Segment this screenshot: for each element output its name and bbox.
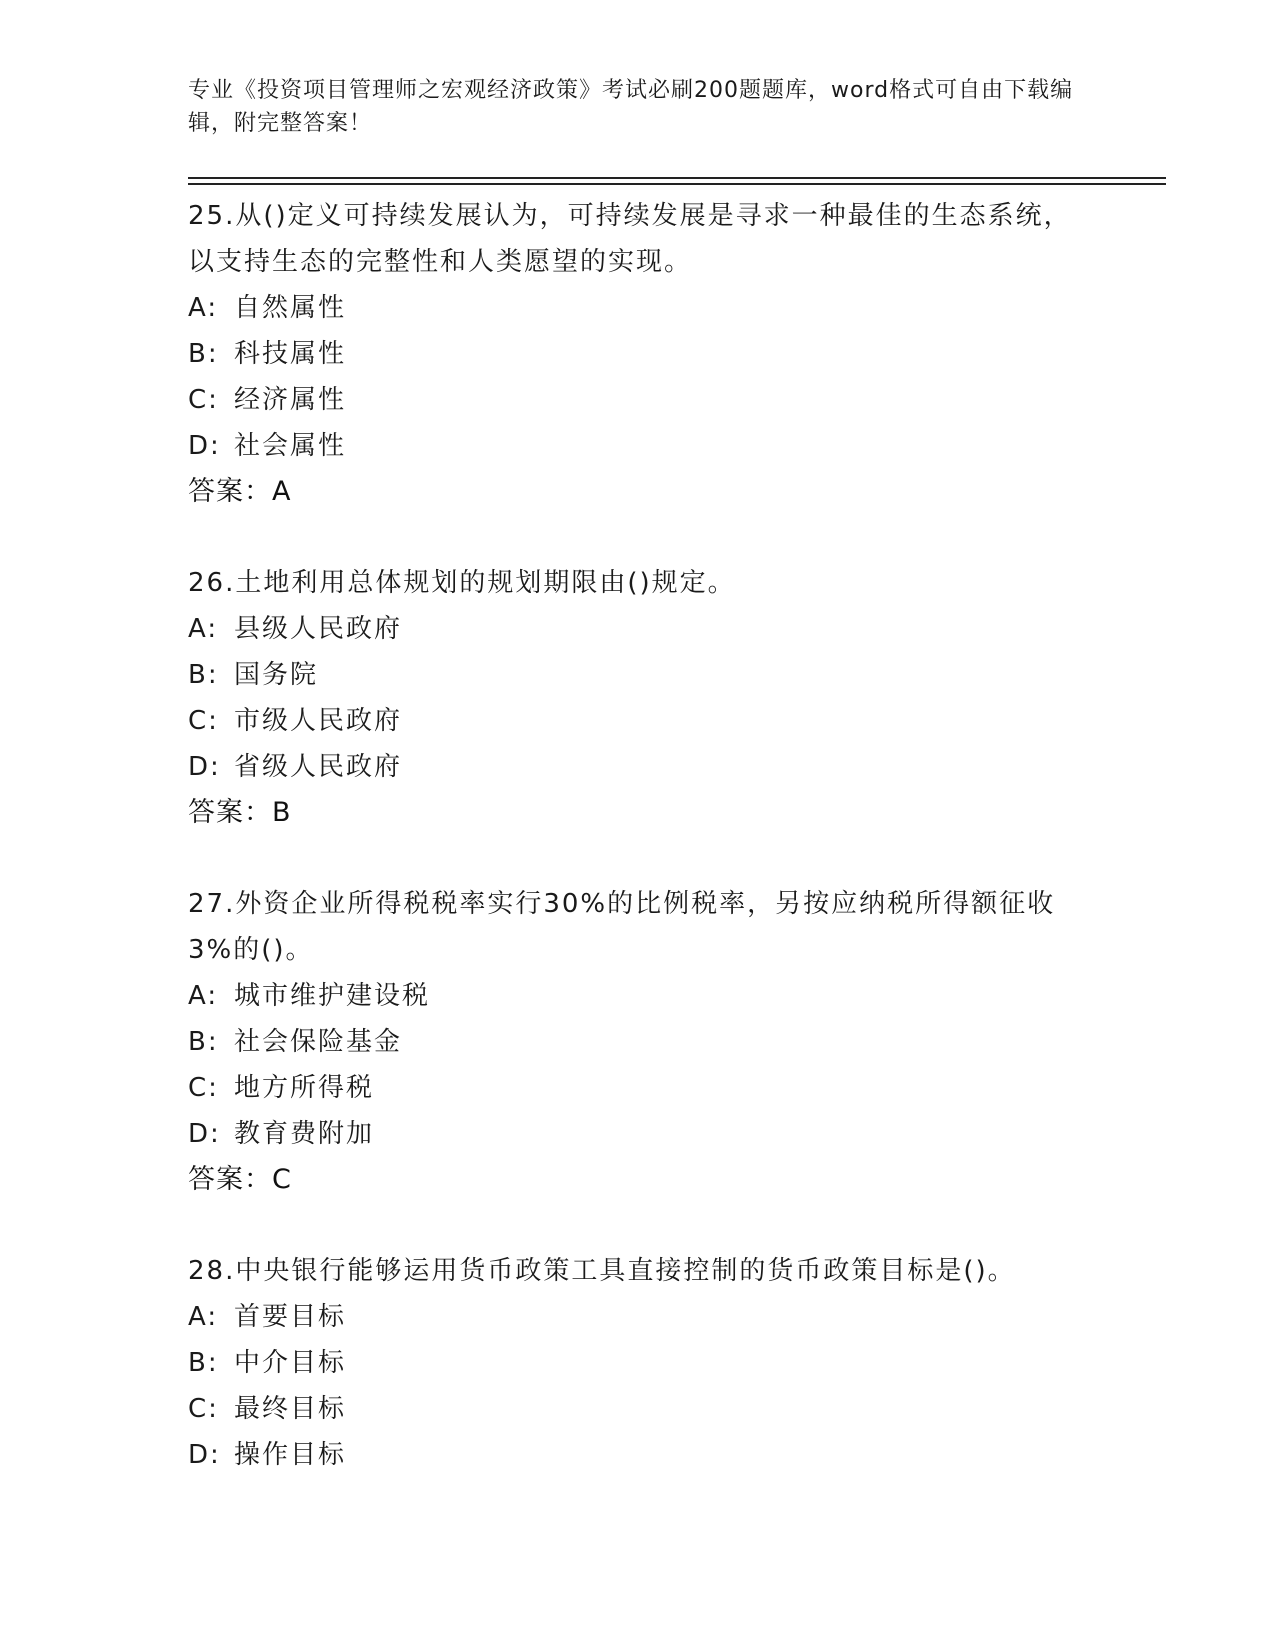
option-c: [188, 1065, 1088, 1111]
option-d: [188, 744, 1088, 790]
option-letter: C:: [188, 385, 219, 415]
option-text: 操作目标: [234, 1440, 347, 1470]
option-letter: D:: [188, 1440, 221, 1470]
option-letter: C:: [188, 1394, 219, 1424]
option-a: [188, 1294, 1088, 1340]
option-d: [188, 1432, 1088, 1478]
option-letter: D:: [188, 752, 221, 782]
document-header: 专业《投资项目管理师之宏观经济政策》考试必刷200题题库，word格式可自由下载编辑，附完整答案！: [188, 78, 1074, 136]
option-letter: A:: [188, 614, 219, 644]
option-c: [188, 1386, 1088, 1432]
option-letter: B:: [188, 1348, 219, 1378]
question-text: 28.中央银行能够运用货币政策工具直接控制的货币政策目标是()。: [188, 1256, 1016, 1286]
option-text: 省级人民政府: [234, 752, 403, 782]
option-text: 社会保险基金: [234, 1027, 403, 1057]
option-text: 城市维护建设税: [234, 981, 431, 1011]
option-text: 国务院: [234, 660, 319, 690]
question-text: 27.外资企业所得税税率实行30%的比例税率，另按应纳税所得额征收3%的()。: [188, 889, 1056, 965]
header-rule-bottom: [188, 183, 1166, 185]
option-text: 首要目标: [234, 1302, 347, 1332]
option-letter: C:: [188, 706, 219, 736]
option-letter: C:: [188, 1073, 219, 1103]
option-b: [188, 652, 1088, 698]
option-a: [188, 285, 1088, 331]
option-d: [188, 1111, 1088, 1157]
option-d: [188, 423, 1088, 469]
header-rule-top: [188, 177, 1166, 179]
option-text: 教育费附加: [234, 1119, 375, 1149]
option-letter: A:: [188, 293, 219, 323]
option-letter: A:: [188, 981, 219, 1011]
option-text: 自然属性: [234, 293, 347, 323]
option-text: 地方所得税: [234, 1073, 375, 1103]
question-text: 25.从()定义可持续发展认为，可持续发展是寻求一种最佳的生态系统，以支持生态的完整性和人类愿望的实现。: [188, 201, 1072, 277]
question-26: [188, 560, 1088, 836]
option-b: [188, 1019, 1088, 1065]
option-text: 经济属性: [234, 385, 347, 415]
option-text: 最终目标: [234, 1394, 347, 1424]
answer-line: 答案：A: [188, 476, 292, 507]
option-letter: D:: [188, 1119, 221, 1149]
answer-line: 答案：B: [188, 797, 292, 828]
answer-line: 答案：C: [188, 1164, 292, 1195]
option-a: [188, 973, 1088, 1019]
question-list: [188, 193, 1088, 1523]
question-27: [188, 881, 1088, 1203]
option-c: [188, 377, 1088, 423]
option-text: 市级人民政府: [234, 706, 403, 736]
option-text: 中介目标: [234, 1348, 347, 1378]
question-28: [188, 1248, 1088, 1478]
option-letter: B:: [188, 339, 219, 369]
option-letter: B:: [188, 1027, 219, 1057]
option-letter: A:: [188, 1302, 219, 1332]
question-25: [188, 193, 1088, 515]
option-text: 社会属性: [234, 431, 347, 461]
option-b: [188, 1340, 1088, 1386]
option-letter: B:: [188, 660, 219, 690]
option-c: [188, 698, 1088, 744]
option-text: 县级人民政府: [234, 614, 403, 644]
option-letter: D:: [188, 431, 221, 461]
option-b: [188, 331, 1088, 377]
option-a: [188, 606, 1088, 652]
question-text: 26.土地利用总体规划的规划期限由()规定。: [188, 568, 736, 598]
option-text: 科技属性: [234, 339, 347, 369]
